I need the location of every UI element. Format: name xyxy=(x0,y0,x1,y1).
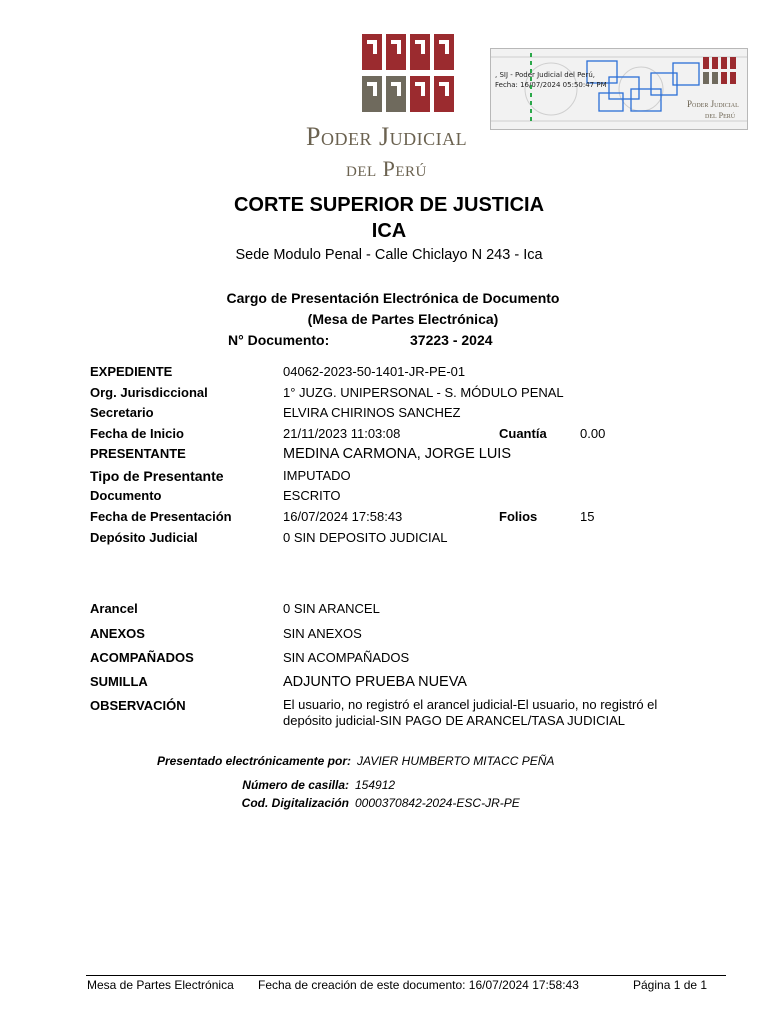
deposito-value: 0 SIN DEPOSITO JUDICIAL xyxy=(283,530,448,545)
presented-by-value: JAVIER HUMBERTO MITACC PEÑA xyxy=(357,754,555,768)
folios-label: Folios xyxy=(499,509,538,524)
stamp-brand-line2: del Perú xyxy=(705,111,736,120)
sumilla-label: SUMILLA xyxy=(90,674,148,689)
footer-page-number: Página 1 de 1 xyxy=(633,978,708,992)
observacion-label: OBSERVACIÓN xyxy=(90,698,186,713)
casilla-value: 154912 xyxy=(355,778,396,792)
tipo-presentante-value: IMPUTADO xyxy=(283,468,351,483)
tipo-presentante-label: Tipo de Presentante xyxy=(90,468,224,484)
secretario-value: ELVIRA CHIRINOS SANCHEZ xyxy=(283,405,461,420)
arancel-value: 0 SIN ARANCEL xyxy=(283,601,380,616)
court-address: Sede Modulo Penal - Calle Chiclayo N 243 - Ica xyxy=(235,247,543,263)
org-jurisdiccional-value: 1° JUZG. UNIPERSONAL - S. MÓDULO PENAL xyxy=(283,385,564,400)
cod-digitalizacion-label: Cod. Digitalización xyxy=(241,796,349,810)
cuantia-label: Cuantía xyxy=(499,426,547,441)
expediente-value: 04062-2023-50-1401-JR-PE-01 xyxy=(283,364,466,379)
folios-value: 15 xyxy=(580,509,595,524)
casilla-label: Número de casilla: xyxy=(242,778,349,792)
logo-pattern-icon xyxy=(362,34,454,112)
org-name-line2: del Perú xyxy=(346,156,427,181)
sumilla-value: ADJUNTO PRUEBA NUEVA xyxy=(283,674,467,690)
court-city: ICA xyxy=(371,220,407,242)
deposito-label: Depósito Judicial xyxy=(90,530,198,545)
footer-creation-date: Fecha de creación de este documento: 16/07/2024 17:58:43 xyxy=(258,978,579,992)
stamp-issuer: , SIJ - Poder Judicial del Perú, xyxy=(495,71,595,79)
org-name-line1: Poder Judicial xyxy=(306,122,468,151)
presentante-value: MEDINA CARMONA, JORGE LUIS xyxy=(283,446,512,462)
presentante-label: PRESENTANTE xyxy=(90,446,186,461)
stamp-date: Fecha: 16/07/2024 05:50:47 PM xyxy=(495,81,607,89)
observacion-value: El usuario, no registró el arancel judicial-El usuario, no registró el depósito judicial-SIN PAGO DE ARANCEL/TASA JUDICIAL xyxy=(283,697,658,728)
fecha-inicio-value: 21/11/2023 11:03:08 xyxy=(283,426,401,441)
fecha-inicio-label: Fecha de Inicio xyxy=(90,426,184,441)
expediente-label: EXPEDIENTE xyxy=(90,364,173,379)
poder-judicial-logo xyxy=(362,34,454,112)
footer-source: Mesa de Partes Electrónica xyxy=(87,978,234,992)
acompanados-value: SIN ACOMPAÑADOS xyxy=(283,650,410,665)
digital-signature-stamp xyxy=(490,48,748,130)
cod-digitalizacion-value: 0000370842-2024-ESC-JR-PE xyxy=(355,796,520,810)
anexos-label: ANEXOS xyxy=(90,626,145,641)
court-name: CORTE SUPERIOR DE JUSTICIA xyxy=(233,194,545,216)
stamp-brand-line1: Poder Judicial xyxy=(687,99,739,109)
anexos-value: SIN ANEXOS xyxy=(283,626,362,641)
fecha-presentacion-value: 16/07/2024 17:58:43 xyxy=(283,509,403,524)
footer-divider xyxy=(86,975,726,976)
fecha-presentacion-label: Fecha de Presentación xyxy=(90,509,232,524)
secretario-label: Secretario xyxy=(90,405,154,420)
arancel-label: Arancel xyxy=(90,601,138,616)
document-number-label: N° Documento: xyxy=(228,332,330,348)
document-number: 37223 - 2024 xyxy=(410,332,493,348)
presented-by-label: Presentado electrónicamente por: xyxy=(156,754,351,768)
cuantia-value: 0.00 xyxy=(580,426,606,441)
documento-value: ESCRITO xyxy=(283,488,341,503)
document-title: Cargo de Presentación Electrónica de Documento xyxy=(226,290,560,306)
documento-label: Documento xyxy=(90,488,162,503)
document-subtitle: (Mesa de Partes Electrónica) xyxy=(307,311,499,327)
org-jurisdiccional-label: Org. Jurisdiccional xyxy=(90,385,208,400)
acompanados-label: ACOMPAÑADOS xyxy=(90,650,194,665)
